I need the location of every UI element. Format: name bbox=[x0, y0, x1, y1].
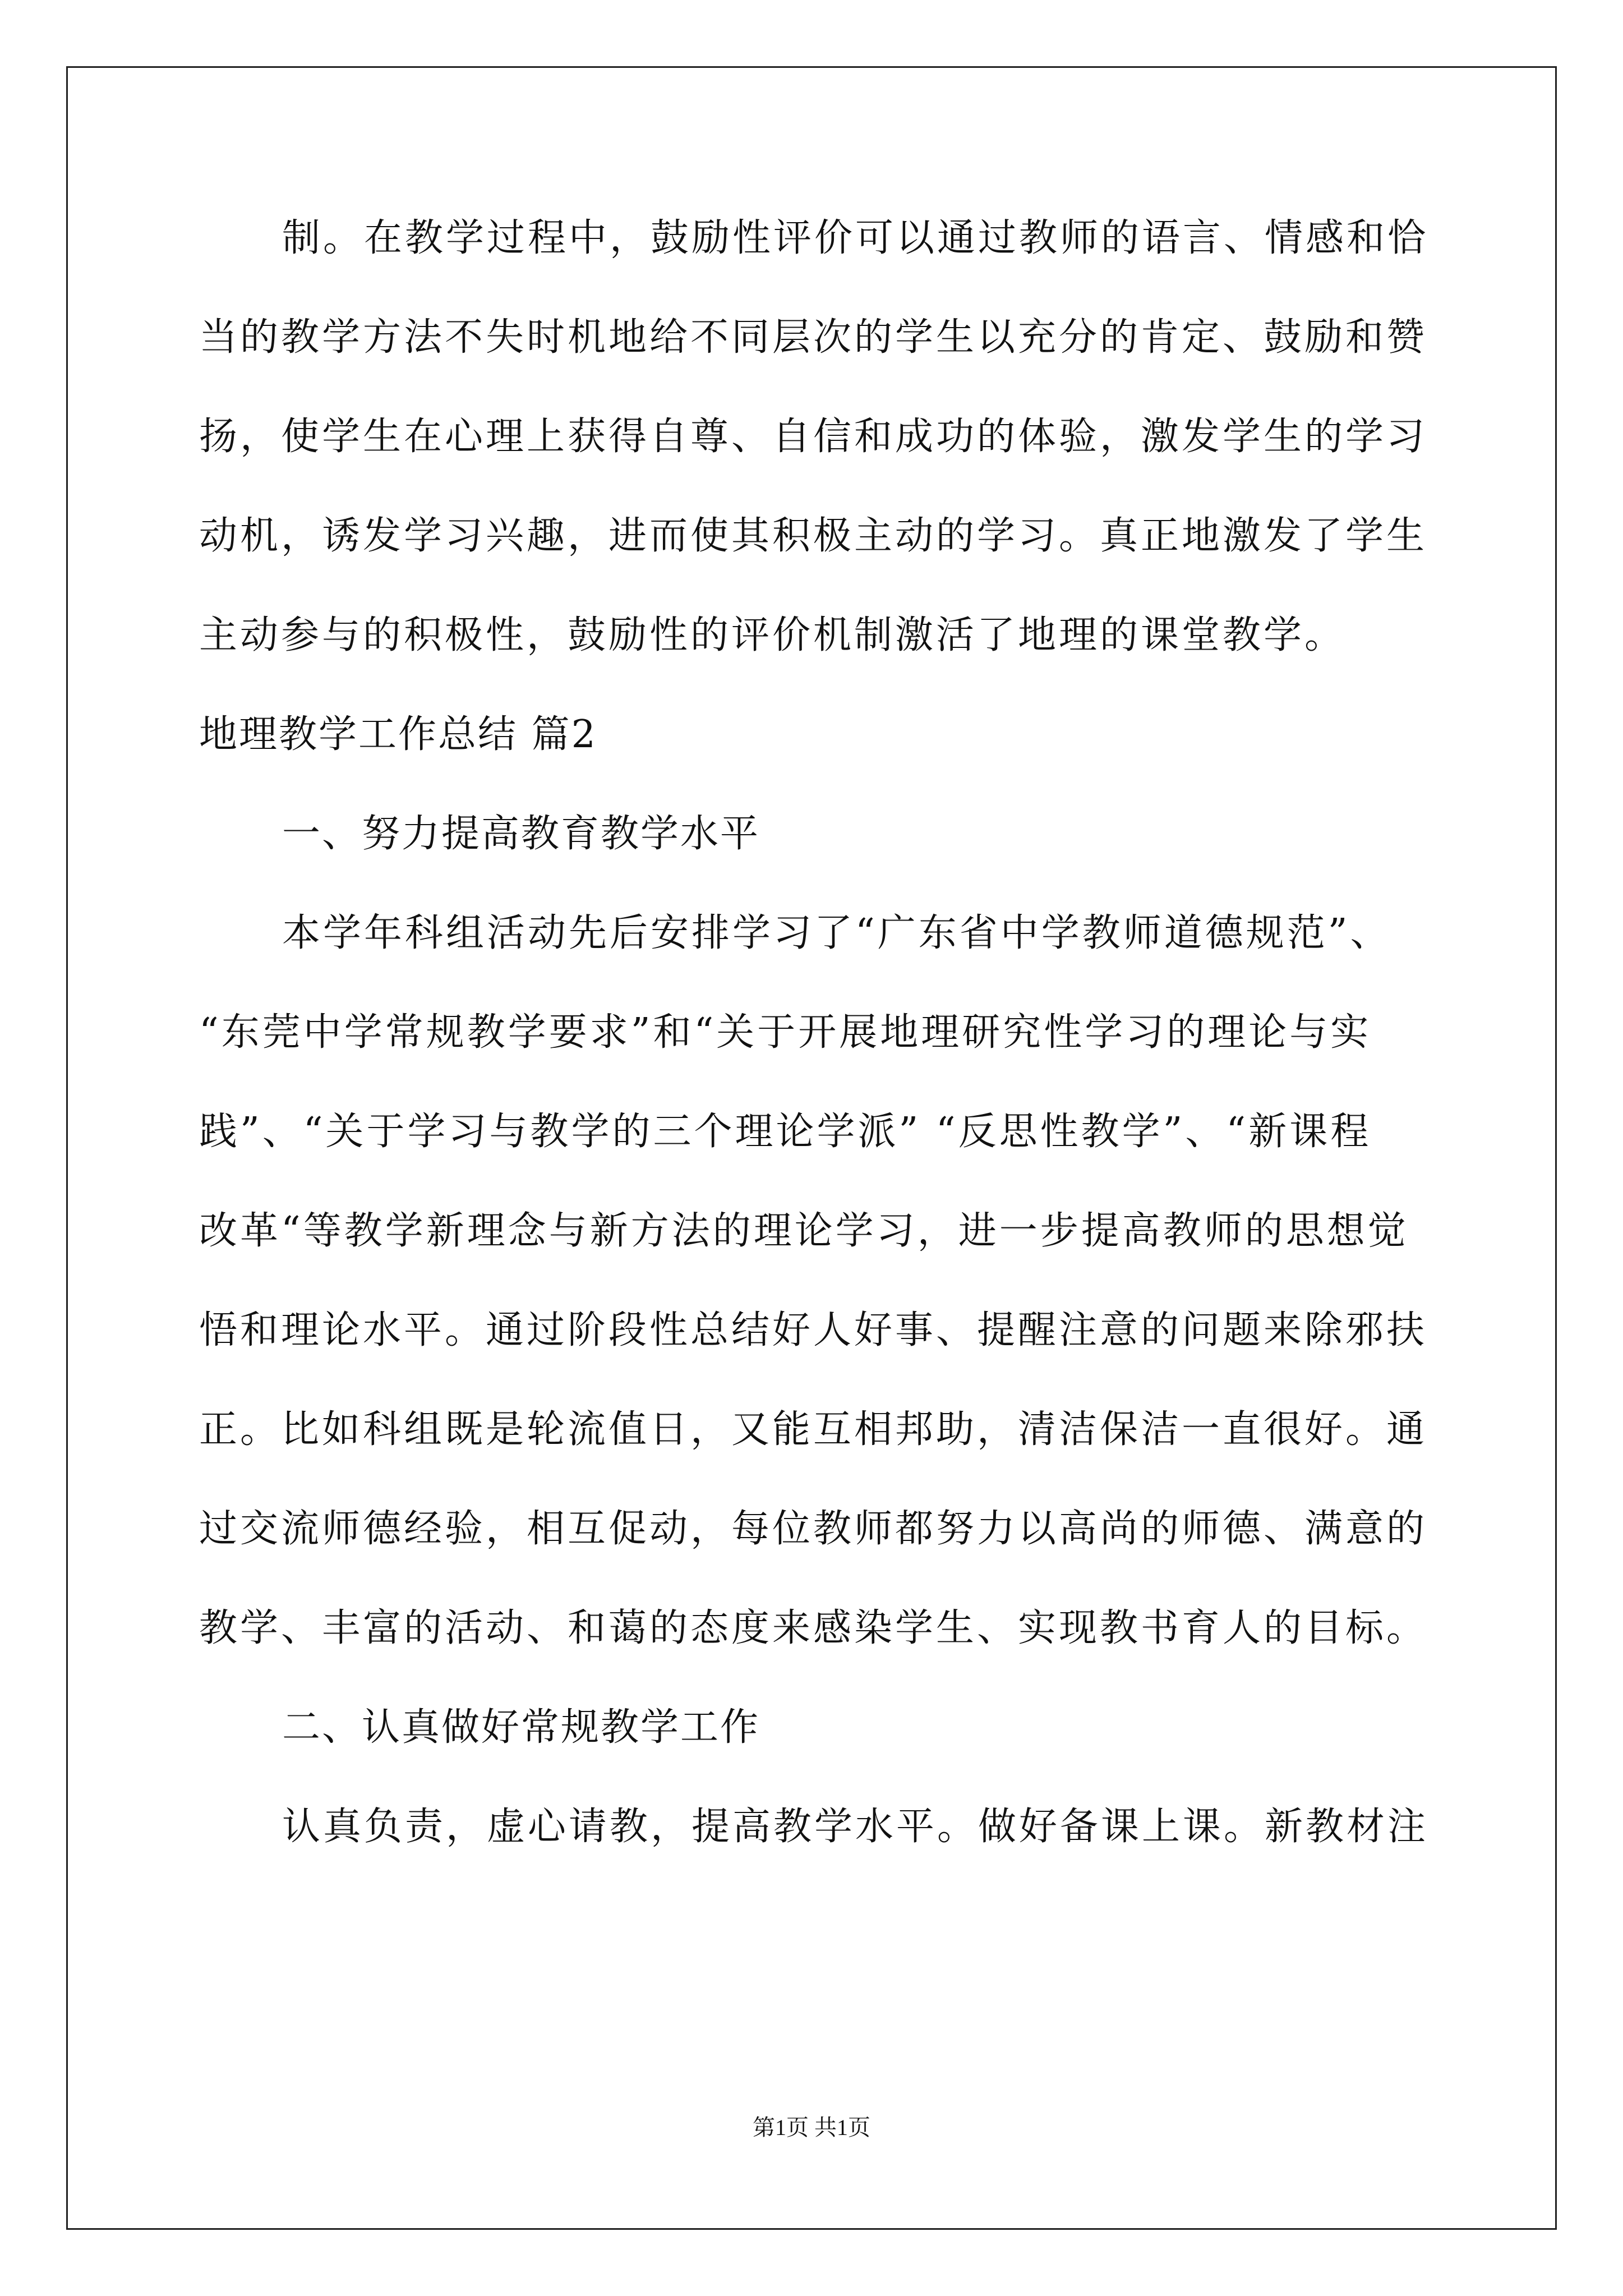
paragraph-line: 本学年科组活动先后安排学习了“广东省中学教师道德规范”、 bbox=[282, 911, 1391, 955]
document-title: 地理教学工作总结 篇2 bbox=[199, 712, 597, 757]
paragraph-line: 认真负责，虚心请教，提高教学水平。做好备课上课。新教材注 bbox=[282, 1805, 1429, 1849]
paragraph-line: 动机，诱发学习兴趣，进而使其积极主动的学习。真正地激发了学生 bbox=[199, 514, 1428, 558]
paragraph-line: 正。比如科组既是轮流值日，又能互相邦助，清洁保洁一直很好。通 bbox=[199, 1407, 1428, 1452]
paragraph-line: 悟和理论水平。通过阶段性总结好人好事、提醒注意的问题来除邪扶 bbox=[199, 1308, 1428, 1352]
paragraph-line: 教学、丰富的活动、和蔼的态度来感染学生、实现教书育人的目标。 bbox=[199, 1606, 1428, 1650]
paragraph-line: 扬，使学生在心理上获得自尊、自信和成功的体验，激发学生的学习 bbox=[199, 415, 1428, 459]
paragraph-line: 过交流师德经验，相互促动，每位教师都努力以高尚的师德、满意的 bbox=[199, 1507, 1428, 1551]
paragraph-line: 改革“等教学新理念与新方法的理论学习，进一步提高教师的思想觉 bbox=[199, 1209, 1409, 1253]
paragraph-line: 制。在教学过程中，鼓励性评价可以通过教师的语言、情感和恰 bbox=[282, 216, 1429, 260]
paragraph-line: “东莞中学常规教学要求”和“关于开展地理研究性学习的理论与实 bbox=[199, 1010, 1372, 1055]
paragraph-line: 践”、“关于学习与教学的三个理论学派” “反思性教学”、“新课程 bbox=[199, 1110, 1372, 1154]
paragraph-line: 主动参与的积极性，鼓励性的评价机制激活了地理的课堂教学。 bbox=[199, 613, 1346, 657]
section-heading: 二、认真做好常规教学工作 bbox=[282, 1705, 760, 1750]
section-heading: 一、努力提高教育教学水平 bbox=[282, 812, 760, 856]
page-footer: 第1页 共1页 bbox=[753, 2115, 870, 2140]
paragraph-line: 当的教学方法不失时机地给不同层次的学生以充分的肯定、鼓励和赞 bbox=[199, 315, 1428, 360]
